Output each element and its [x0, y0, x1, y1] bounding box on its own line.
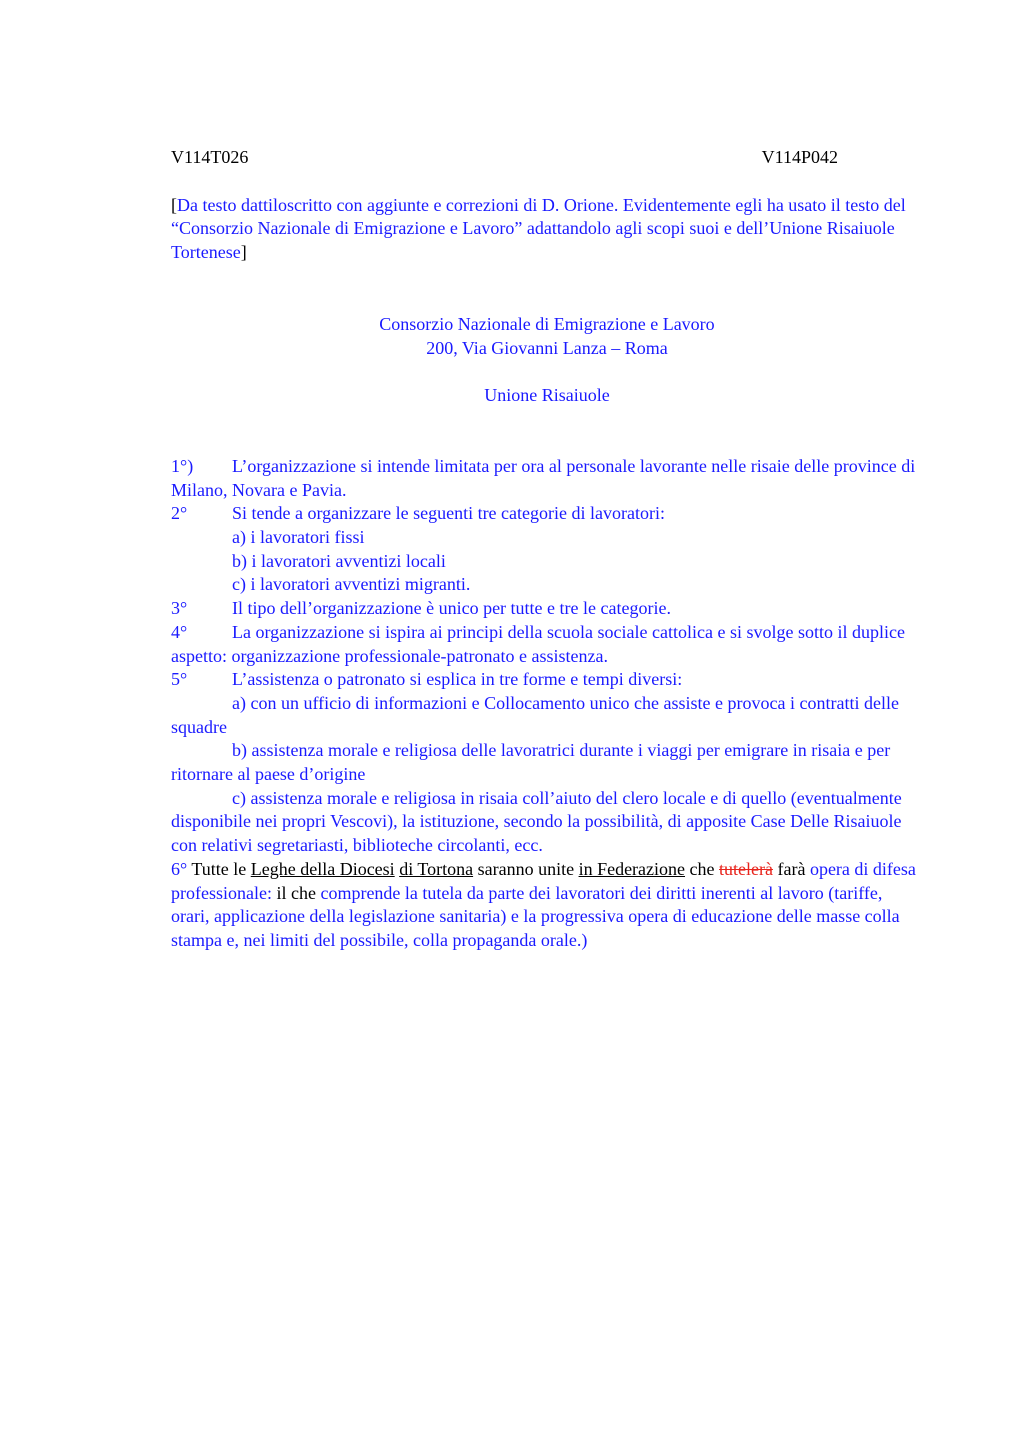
note-close-bracket: ]	[240, 242, 247, 263]
document-body	[171, 146, 923, 953]
article-list	[171, 455, 923, 953]
article-2	[171, 502, 923, 526]
typed-text: comprende la tutela da parte dei lavoratori dei diritti inerenti al lavoro (tariffe, orari, applicazione della legislazione sanitaria) e la progressiva opera di educazione delle masse colla stampa e, nei limiti del possibile, colla propaganda orale.)	[171, 882, 900, 950]
note-text: Da testo dattiloscritto con aggiunte e correzioni di D. Orione. Evidentemente egli ha usato il testo del “Consorzio Nazionale di Emigrazione e Lavoro” adattandolo agli scopi suoi e dell’Unione Risaiuole Tortenese	[171, 194, 906, 263]
typed-text: opera di difesa professionale:	[171, 858, 916, 903]
handwritten-text: farà	[777, 858, 806, 879]
article-6	[171, 858, 923, 953]
subitem-text: a) con un ufficio di informazioni e Collocamento unico che assiste e provoca i contratti delle squadre	[171, 692, 899, 737]
handwritten-text: che	[689, 858, 715, 879]
subitem-text: c) assistenza morale e religiosa in risaia coll’aiuto del clero locale e di quello (eventualmente disponibile nei propri Vescovi), la istituzione, secondo la possibilità, di apposite Case Delle Risaiuole con relativi segretariasti, biblioteche circolanti, ecc.	[171, 787, 902, 856]
article-number: 4°	[171, 621, 188, 642]
article-text: Il tipo dell’organizzazione è unico per tutte e tre le categorie.	[232, 598, 671, 619]
article-text: L’assistenza o patronato si esplica in tre forme e tempi diversi:	[232, 669, 683, 690]
underlined-text: Leghe della Diocesi	[250, 858, 395, 879]
article-3	[171, 597, 923, 621]
article-text: L’organizzazione si intende limitata per ora al personale lavorante nelle risaie delle province di Milano, Novara e Pavia.	[171, 455, 916, 500]
article-1	[171, 455, 923, 502]
article-text: Si tende a organizzare le seguenti tre categorie di lavoratori:	[232, 503, 665, 524]
note-open-bracket: [	[171, 194, 177, 215]
right-code: V114P042	[761, 147, 838, 167]
article-number: 3°	[171, 598, 188, 619]
document-codes	[171, 146, 923, 170]
left-code: V114T026	[171, 147, 249, 167]
handwritten-text: Tutte le	[191, 858, 247, 879]
article-5	[171, 668, 923, 692]
article-5-subitem-b	[171, 739, 923, 786]
article-4	[171, 621, 923, 668]
article-5-subitem-c	[171, 787, 923, 858]
underlined-text: in Federazione	[578, 858, 686, 879]
article-2-subitem-c: c) i lavoratori avventizi migranti.	[232, 574, 471, 595]
editorial-note	[171, 194, 923, 265]
article-number: 5°	[171, 669, 188, 690]
article-2-subitem-a: a) i lavoratori fissi	[232, 527, 365, 548]
struck-text: tutelerà	[719, 858, 773, 879]
org-address: 200, Via Giovanni Lanza – Roma	[426, 337, 668, 358]
subitem-text: b) assistenza morale e religiosa delle lavoratrici durante i viaggi per emigrare in risaia e per ritornare al paese d’origine	[171, 740, 891, 785]
union-title: Unione Risaiuole	[484, 385, 610, 406]
article-number: 6°	[171, 858, 188, 879]
article-text: La organizzazione si ispira ai principi della scuola sociale cattolica e si svolge sotto il duplice aspetto: organizzazione professionale-patronato e assistenza.	[171, 621, 905, 666]
article-2-subitem-b: b) i lavoratori avventizi locali	[232, 550, 446, 571]
handwritten-text: saranno unite	[477, 858, 575, 879]
article-number: 2°	[171, 503, 188, 524]
org-name: Consorzio Nazionale di Emigrazione e Lavoro	[379, 313, 715, 334]
underlined-text: di Tortona	[399, 858, 474, 879]
handwritten-text: il che	[276, 882, 316, 903]
article-5-subitem-a	[171, 692, 923, 739]
article-number: 1°)	[171, 455, 194, 476]
